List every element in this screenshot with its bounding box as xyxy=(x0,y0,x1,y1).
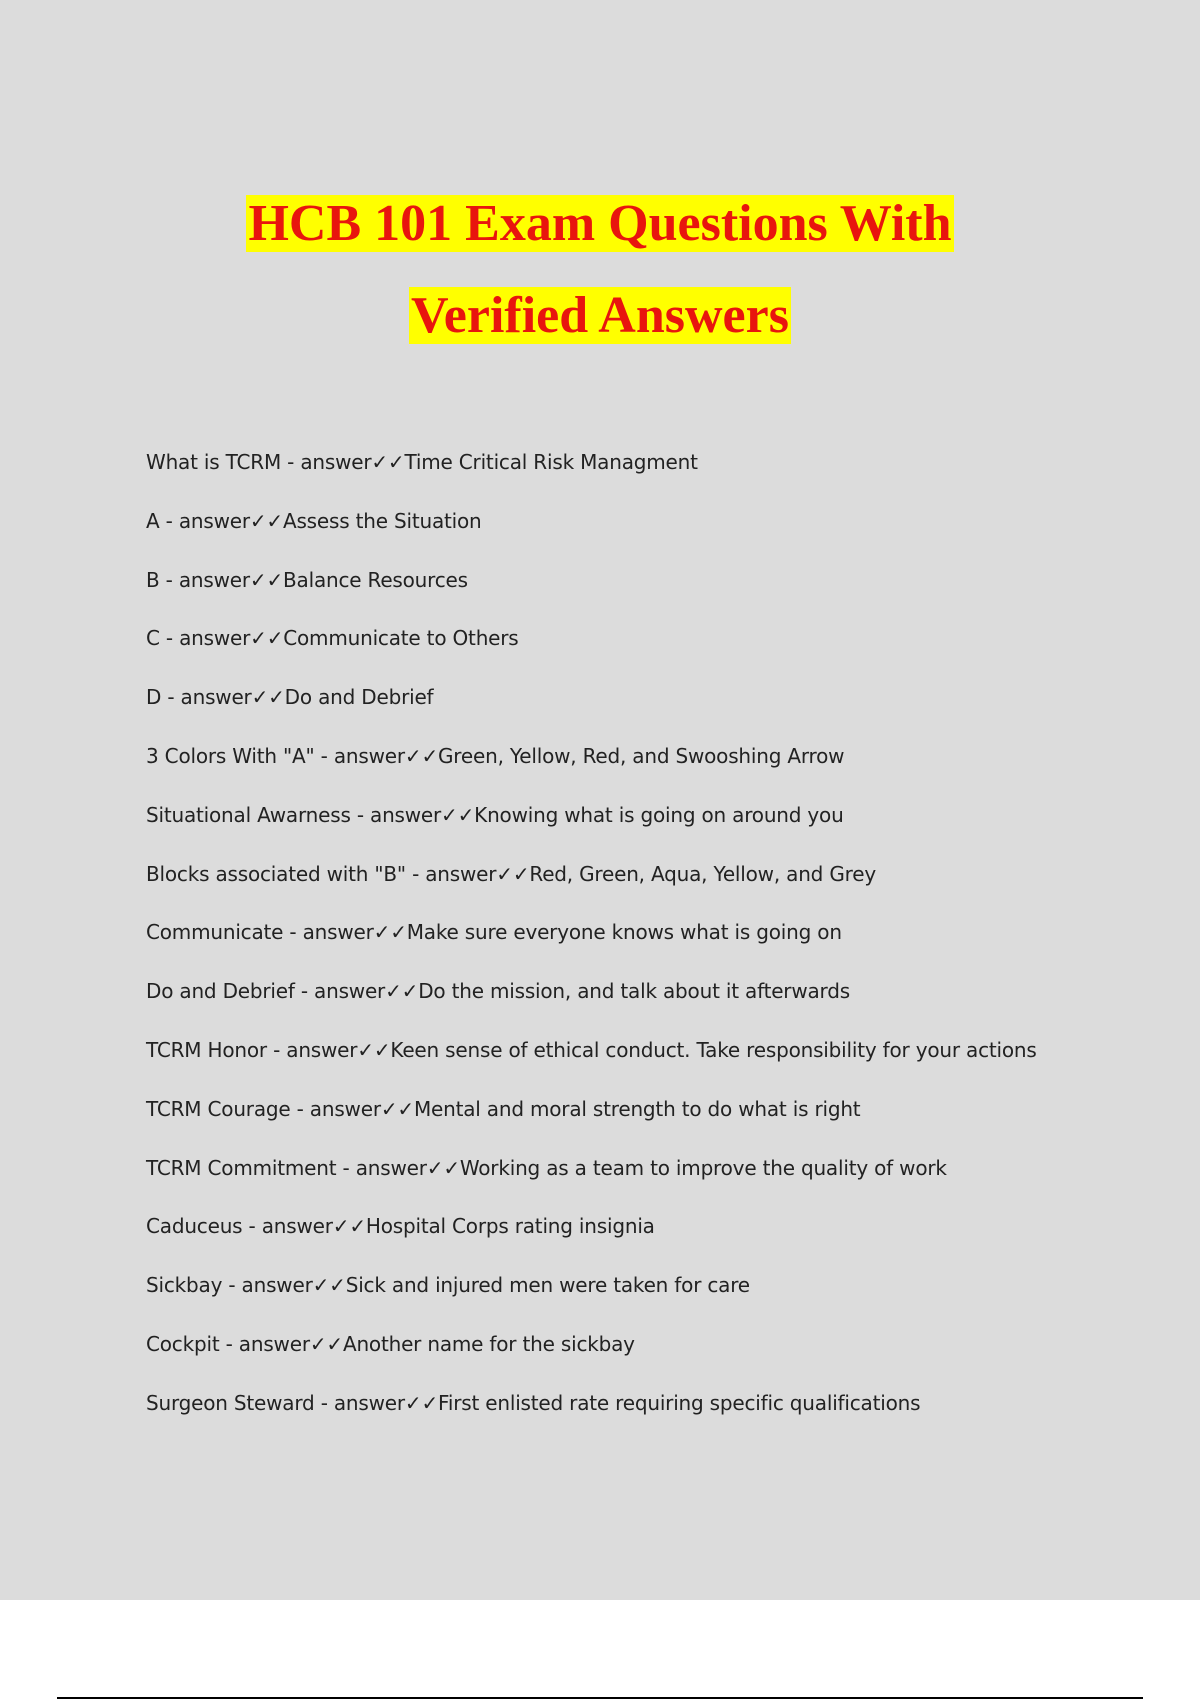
qa-item: Cockpit - answer✓✓Another name for the sickbay xyxy=(146,1331,635,1356)
title-line-1 xyxy=(0,178,1200,270)
qa-item: Sickbay - answer✓✓Sick and injured men were taken for care xyxy=(146,1273,750,1298)
qa-item: What is TCRM - answer✓✓Time Critical Risk Managment xyxy=(146,450,698,474)
qa-item: Caduceus - answer✓✓Hospital Corps rating insignia xyxy=(146,1214,655,1239)
qa-item: TCRM Honor - answer✓✓Keen sense of ethical conduct. Take responsibility for your actions xyxy=(146,1037,1037,1062)
qa-item: D - answer✓✓Do and Debrief xyxy=(146,685,434,710)
title-line-1-text: HCB 101 Exam Questions With xyxy=(248,195,952,252)
qa-item: Blocks associated with "B" - answer✓✓Red, Green, Aqua, Yellow, and Grey xyxy=(146,861,876,886)
qa-item: Do and Debrief - answer✓✓Do the mission, and talk about it afterwards xyxy=(146,979,850,1004)
qa-list xyxy=(146,446,1037,1446)
qa-item: TCRM Courage - answer✓✓Mental and moral strength to do what is right xyxy=(146,1096,861,1121)
qa-item: A - answer✓✓Assess the Situation xyxy=(146,508,482,533)
qa-item: C - answer✓✓Communicate to Others xyxy=(146,626,519,651)
title-line-2 xyxy=(0,270,1200,362)
qa-item: Surgeon Steward - answer✓✓First enlisted rate requiring specific qualifications xyxy=(146,1390,921,1415)
qa-item: Communicate - answer✓✓Make sure everyone knows what is going on xyxy=(146,920,842,945)
title-line-2-text: Verified Answers xyxy=(411,287,789,344)
qa-item: 3 Colors With "A" - answer✓✓Green, Yellow, Red, and Swooshing Arrow xyxy=(146,743,845,768)
bottom-divider xyxy=(57,1697,1143,1699)
qa-item: B - answer✓✓Balance Resources xyxy=(146,567,468,592)
qa-item: Situational Awarness - answer✓✓Knowing what is going on around you xyxy=(146,802,844,827)
document-title xyxy=(0,178,1200,362)
qa-item: TCRM Commitment - answer✓✓Working as a team to improve the quality of work xyxy=(146,1155,947,1180)
